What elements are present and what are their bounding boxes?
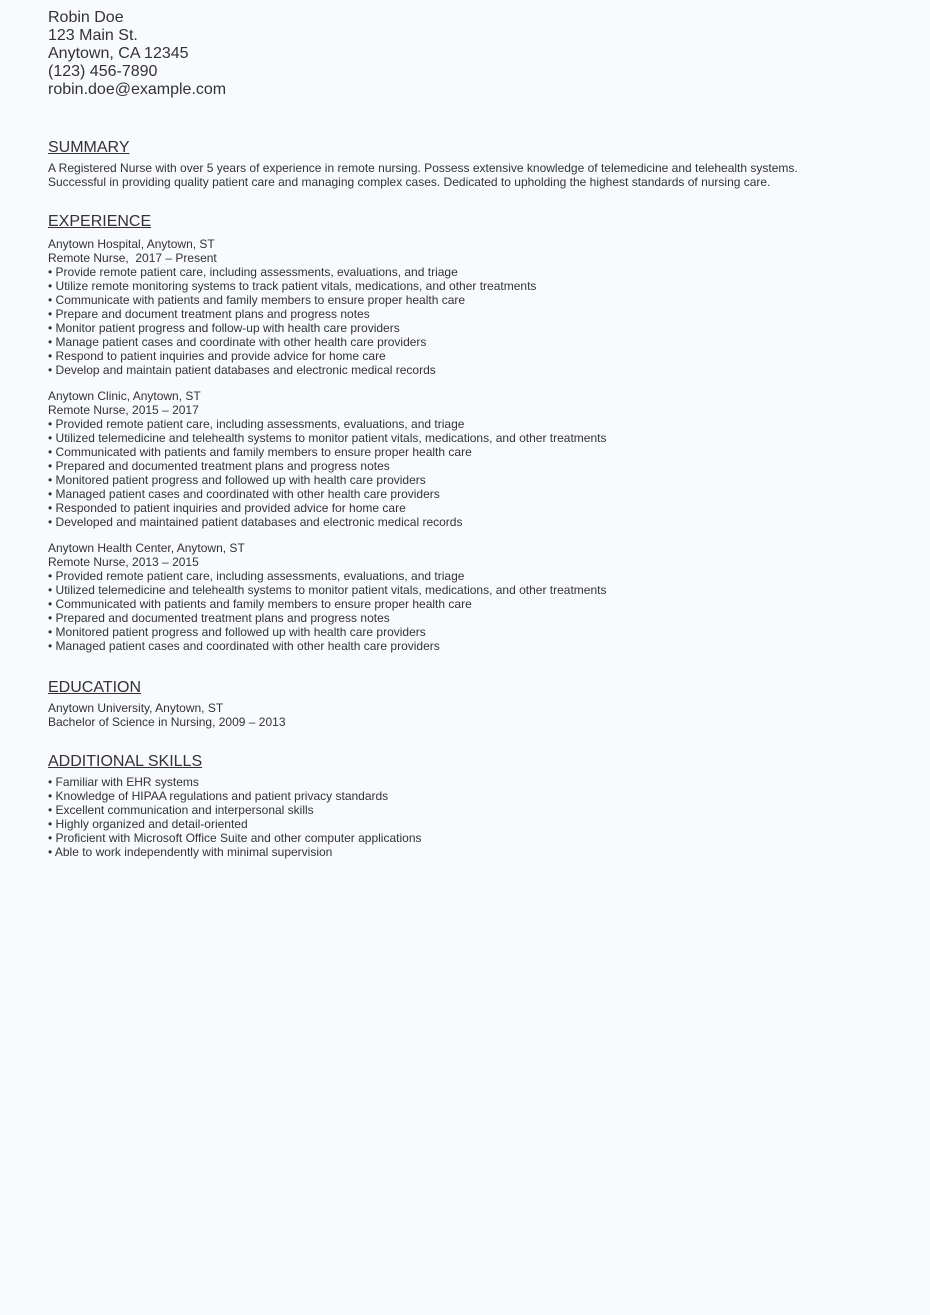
contact-block — [48, 9, 908, 99]
job-bullet: • Develop and maintain patient databases and electronic medical records — [48, 363, 436, 377]
education-school: Anytown University, Anytown, ST — [48, 701, 224, 715]
job-bullet: • Communicated with patients and family members to ensure proper health care — [48, 597, 472, 611]
resume-page — [48, 9, 908, 859]
job-bullet: • Managed patient cases and coordinated with other health care providers — [48, 639, 440, 653]
education-section — [48, 679, 908, 729]
job-bullet: • Provided remote patient care, including assessments, evaluations, and triage — [48, 417, 465, 431]
skill-item: • Familiar with EHR systems — [48, 775, 199, 789]
summary-heading: SUMMARY — [48, 139, 130, 156]
skill-item: • Highly organized and detail-oriented — [48, 817, 248, 831]
summary-section — [48, 139, 908, 189]
contact-name: Robin Doe — [48, 9, 124, 26]
skills-heading: ADDITIONAL SKILLS — [48, 753, 203, 770]
job-bullet: • Utilize remote monitoring systems to track patient vitals, medications, and other treatments — [48, 279, 537, 293]
contact-city: Anytown, CA 12345 — [48, 45, 189, 62]
job-bullet: • Prepared and documented treatment plans and progress notes — [48, 459, 390, 473]
job-bullet: • Communicate with patients and family members to ensure proper health care — [48, 293, 466, 307]
skill-item: • Proficient with Microsoft Office Suite and other computer applications — [48, 831, 422, 845]
skills-section — [48, 753, 908, 859]
job-bullet: • Respond to patient inquiries and provide advice for home care — [48, 349, 386, 363]
contact-street: 123 Main St. — [48, 27, 138, 44]
experience-section — [48, 213, 908, 653]
job-employer: Anytown Hospital, Anytown, ST — [48, 237, 215, 251]
job-employer: Anytown Health Center, Anytown, ST — [48, 541, 245, 555]
job-bullet: • Monitored patient progress and followed up with health care providers — [48, 625, 426, 639]
job-bullet: • Manage patient cases and coordinate with other health care providers — [48, 335, 427, 349]
job-entry — [48, 389, 908, 529]
job-bullet: • Provided remote patient care, including assessments, evaluations, and triage — [48, 569, 465, 583]
job-role: Remote Nurse, 2017 – Present — [48, 251, 217, 265]
education-degree: Bachelor of Science in Nursing, 2009 – 2013 — [48, 715, 286, 729]
summary-line: A Registered Nurse with over 5 years of experience in remote nursing. Possess extensive knowledge of telemedicine and telehealth systems. — [48, 161, 798, 175]
contact-phone: (123) 456-7890 — [48, 63, 158, 80]
job-role: Remote Nurse, 2013 – 2015 — [48, 555, 199, 569]
job-bullet: • Responded to patient inquiries and provided advice for home care — [48, 501, 406, 515]
job-bullet: • Monitored patient progress and followed up with health care providers — [48, 473, 426, 487]
job-employer: Anytown Clinic, Anytown, ST — [48, 389, 201, 403]
skill-item: • Able to work independently with minimal supervision — [48, 845, 333, 859]
job-bullet: • Communicated with patients and family members to ensure proper health care — [48, 445, 472, 459]
job-role: Remote Nurse, 2015 – 2017 — [48, 403, 199, 417]
job-bullet: • Utilized telemedicine and telehealth systems to monitor patient vitals, medications, and other treatments — [48, 583, 607, 597]
experience-heading: EXPERIENCE — [48, 213, 152, 230]
job-bullet: • Prepared and documented treatment plans and progress notes — [48, 611, 390, 625]
job-bullet: • Utilized telemedicine and telehealth systems to monitor patient vitals, medications, and other treatments — [48, 431, 607, 445]
summary-line: Successful in providing quality patient care and managing complex cases. Dedicated to upholding the highest standards of nursing care. — [48, 175, 771, 189]
job-entry — [48, 541, 908, 653]
job-bullet: • Managed patient cases and coordinated with other health care providers — [48, 487, 440, 501]
skill-item: • Knowledge of HIPAA regulations and patient privacy standards — [48, 789, 389, 803]
education-heading: EDUCATION — [48, 679, 142, 696]
contact-email: robin.doe@example.com — [48, 81, 227, 98]
job-bullet: • Developed and maintained patient databases and electronic medical records — [48, 515, 463, 529]
job-bullet: • Prepare and document treatment plans and progress notes — [48, 307, 370, 321]
skill-item: • Excellent communication and interpersonal skills — [48, 803, 314, 817]
job-bullet: • Monitor patient progress and follow-up with health care providers — [48, 321, 400, 335]
job-entry — [48, 237, 908, 377]
job-bullet: • Provide remote patient care, including assessments, evaluations, and triage — [48, 265, 458, 279]
